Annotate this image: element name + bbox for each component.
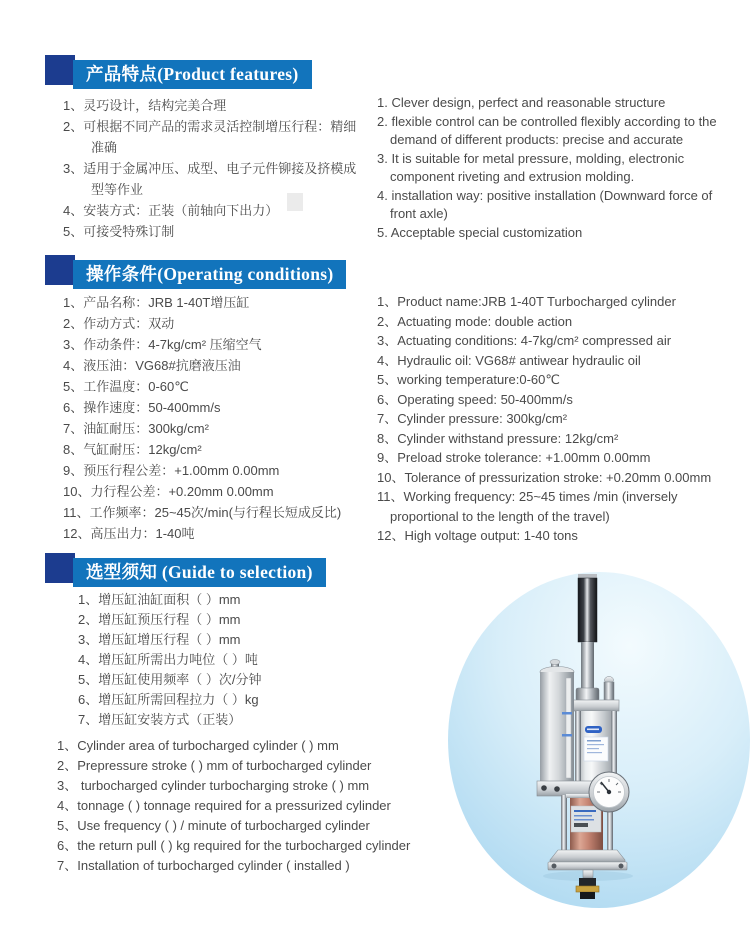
list-item: 3、Actuating conditions: 4-7kg/cm² compressed air: [377, 333, 672, 348]
list-item: 5、增压缸使用频率（ ）次/分钟: [78, 672, 262, 687]
list-item: 7、Cylinder pressure: 300kg/cm²: [377, 411, 568, 426]
list-item: 3、增压缸增压行程（ ）mm: [78, 632, 241, 647]
product-photo: [440, 560, 750, 926]
section-title-selection: 选型须知 (Guide to selection): [73, 558, 326, 587]
list-item: 5. Acceptable special customization: [377, 224, 583, 240]
list-item: 7、增压缸安装方式（正装）: [78, 712, 242, 727]
list-item: 5、可接受特殊订制: [63, 224, 175, 239]
list-item: 11、工作频率：25~45次/min(与行程长短成反比): [63, 505, 342, 520]
list-item: 9、Preload stroke tolerance: +1.00mm 0.00mm: [377, 450, 651, 465]
list-item: 5、工作温度：0-60℃: [63, 379, 189, 394]
list-item: 4、液压油：VG68#抗磨液压油: [63, 358, 241, 373]
header-accent-square: [45, 255, 75, 285]
list-item: 6、操作速度：50-400mm/s: [63, 400, 221, 415]
sight-gauge-mark: [562, 734, 572, 737]
list-item: 8、Cylinder withstand pressure: 12kg/cm²: [377, 430, 619, 446]
list-item: 10、力行程公差：+0.20mm 0.00mm: [63, 484, 274, 499]
list-item: 4、安装方式：正装（前轴向下出力）: [63, 203, 279, 218]
header-accent-square: [45, 55, 75, 85]
list-item: 6、增压缸所需回程拉力（ ）kg: [78, 692, 259, 707]
list-item: 1、灵巧设计，结构完美合理: [63, 98, 227, 113]
list-item: 12、High voltage output: 1-40 tons: [377, 528, 578, 543]
list-item: 2、作动方式：双动: [63, 316, 175, 331]
operating-list-en: [377, 292, 743, 546]
brass-ring: [576, 886, 599, 892]
list-item: 3、适用于金属冲压、成型、电子元件铆接及挤模成型等作业: [63, 161, 357, 197]
list-item: 3、作动条件：4-7kg/cm² 压缩空气: [63, 337, 262, 352]
header-accent-square: [45, 553, 75, 583]
list-item: 8、气缸耐压：12kg/cm²: [63, 442, 202, 457]
list-item: 6、the return pull ( ) kg required for the turbocharged cylinder: [57, 838, 411, 853]
sight-gauge-mark: [562, 712, 572, 715]
list-item: 4、增压缸所需出力吨位（ ）吨: [78, 652, 258, 667]
list-item: 6、Operating speed: 50-400mm/s: [377, 391, 573, 407]
section-title-operating: 操作条件(Operating conditions): [73, 260, 346, 289]
list-item: 2、可根据不同产品的需求灵活控制增压行程：精细准确: [63, 119, 357, 155]
list-item: 2. flexible control can be controlled flexibly according to the demand of different products: precise and accurate: [377, 113, 717, 147]
operating-list-cn: [63, 292, 375, 544]
list-item: 1. Clever design, perfect and reasonable structure: [377, 95, 666, 110]
list-item: 1、Product name:JRB 1-40T Turbocharged cylinder: [377, 294, 676, 309]
list-item: 1、Cylinder area of turbocharged cylinder ( ) mm: [57, 738, 339, 753]
list-item: 9、预压行程公差：+1.00mm 0.00mm: [63, 463, 280, 478]
features-list-en: [377, 94, 741, 242]
list-item: 2、Actuating mode: double action: [377, 313, 573, 329]
list-item: 2、增压缸预压行程（ ）mm: [78, 612, 241, 627]
list-item: 3、 turbocharged cylinder turbocharging stroke ( ) mm: [57, 778, 370, 793]
list-item: 5、working temperature:0-60℃: [377, 372, 560, 387]
cylinder-product-illustration: [440, 560, 750, 926]
selection-list-en: [57, 736, 477, 876]
features-list-cn: [63, 95, 365, 242]
list-item: 7、油缸耐压：300kg/cm²: [63, 421, 209, 436]
list-item: 10、Tolerance of pressurization stroke: +0.20mm 0.00mm: [377, 469, 712, 485]
section-title-features: 产品特点(Product features): [73, 60, 312, 89]
list-item: 12、高压出力：1-40吨: [63, 526, 195, 541]
list-item: 3. It is suitable for metal pressure, molding, electronic component riveting and extrusion molding.: [377, 150, 685, 184]
list-item: 5、Use frequency ( ) / minute of turbocharged cylinder: [57, 818, 370, 833]
list-item: 11、Working frequency: 25~45 times /min (inversely proportional to the length of the travel): [377, 489, 678, 524]
list-item: 2、Prepressure stroke ( ) mm of turbocharged cylinder: [57, 758, 372, 773]
list-item: 4、Hydraulic oil: VG68# antiwear hydraulic oil: [377, 352, 641, 368]
selection-list-cn: [78, 590, 388, 730]
list-item: 7、Installation of turbocharged cylinder ( installed ): [57, 858, 350, 873]
list-item: 1、产品名称：JRB 1-40T增压缸: [63, 295, 250, 310]
list-item: 1、增压缸油缸面积（ ）mm: [78, 592, 241, 607]
list-item: 4. installation way: positive installation (Downward force of front axle): [377, 187, 713, 221]
list-item: 4、tonnage ( ) tonnage required for a pressurized cylinder: [57, 798, 391, 813]
scan-artifact-box: [287, 193, 303, 211]
